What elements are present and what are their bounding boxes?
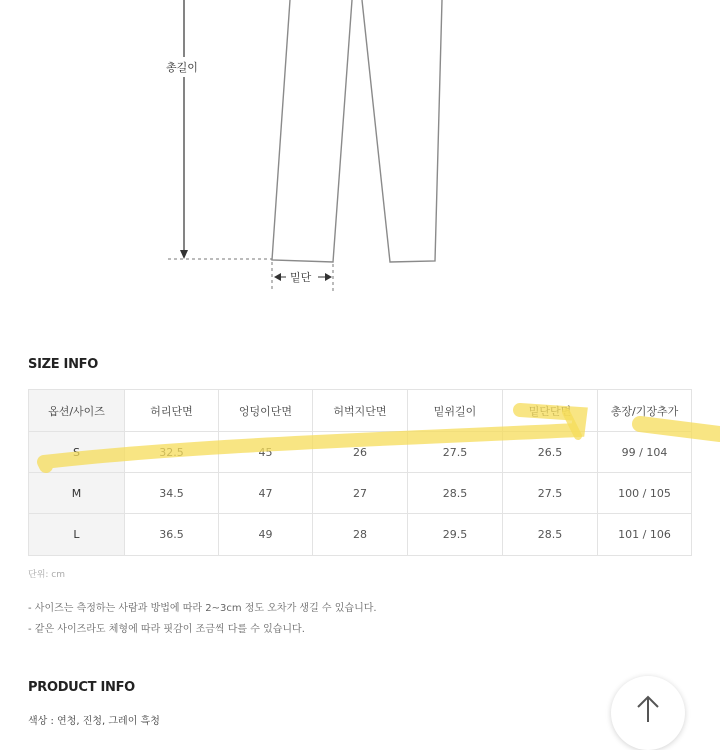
table-row [29, 514, 692, 556]
unit-note: 단위: cm [28, 570, 65, 580]
table-cell: 27.5 [503, 473, 598, 514]
size-label: L [29, 514, 125, 556]
note-line: - 사이즈는 측정하는 사람과 방법에 따라 2~3cm 정도 오차가 생길 수 있습니다. [28, 603, 377, 614]
table-cell: 47 [219, 473, 313, 514]
table-row [29, 473, 692, 514]
table-cell: 28 [313, 514, 408, 556]
table-cell: 101 / 106 [598, 514, 692, 556]
product-info-color-line: 색상 : 연청, 진청, 그레이 흑청 [28, 716, 160, 727]
pants-size-diagram [0, 0, 720, 300]
table-cell: 49 [219, 514, 313, 556]
table-cell: 28.5 [408, 473, 503, 514]
hem-label: 밑단 [290, 271, 312, 284]
header-waist: 허리단면 [125, 390, 219, 432]
size-info-title: SIZE INFO [28, 357, 98, 372]
header-thigh: 허벅지단면 [313, 390, 408, 432]
size-label: M [29, 473, 125, 514]
header-length: 총장/기장추가 [598, 390, 692, 432]
table-cell: 26.5 [503, 432, 598, 473]
table-cell: 27.5 [408, 432, 503, 473]
table-cell: 32.5 [125, 432, 219, 473]
table-cell: 36.5 [125, 514, 219, 556]
table-cell: 26 [313, 432, 408, 473]
table-cell: 100 / 105 [598, 473, 692, 514]
header-rise: 밑위길이 [408, 390, 503, 432]
header-option-size: 옵션/사이즈 [29, 390, 125, 432]
note-line: - 같은 사이즈라도 체형에 따라 핏감이 조금씩 다를 수 있습니다. [28, 624, 305, 635]
header-hip: 엉덩이단면 [219, 390, 313, 432]
table-cell: 28.5 [503, 514, 598, 556]
size-table-header [29, 390, 692, 432]
table-row [29, 432, 692, 473]
pants-right-leg [362, 0, 442, 262]
table-cell: 27 [313, 473, 408, 514]
size-label: S [29, 432, 125, 473]
total-length-label: 총길이 [165, 57, 199, 77]
table-cell: 34.5 [125, 473, 219, 514]
size-table [28, 389, 692, 556]
table-cell: 29.5 [408, 514, 503, 556]
pants-left-leg [272, 0, 352, 262]
table-cell: 45 [219, 432, 313, 473]
size-notes [28, 598, 377, 640]
table-cell: 99 / 104 [598, 432, 692, 473]
product-info-title: PRODUCT INFO [28, 680, 135, 695]
header-hem: 밑단단면 [503, 390, 598, 432]
scroll-to-top-button[interactable] [611, 676, 685, 750]
